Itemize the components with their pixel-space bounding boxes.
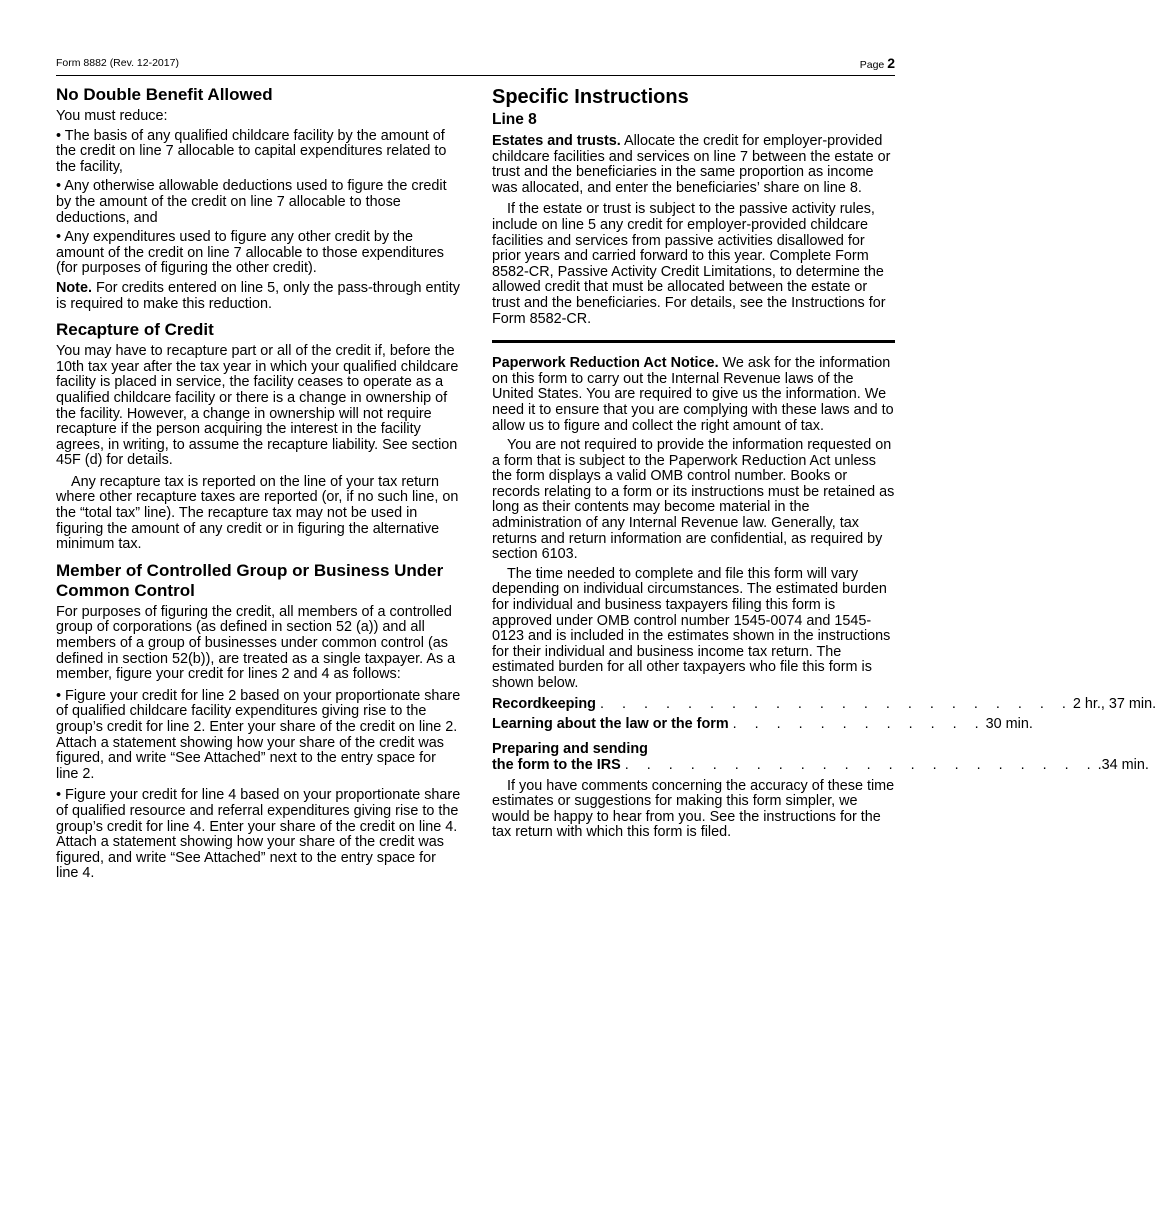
paragraph: If you have comments concerning the accuracy of these time estimates or suggestions for making this form simpler, we would be happy to hear from you. See the instructions for the tax return with which this form is filed. (492, 777, 895, 841)
bullet-item: • The basis of any qualified childcare facility by the amount of the credit on line 7 allocable to capital expenditures related to the facility, (56, 127, 447, 175)
page-header (56, 55, 895, 76)
leader-dots: . . . . . . . . . . . . . . . . . . . . . . (624, 756, 1098, 773)
bullet-item: • Figure your credit for line 2 based on your proportionate share of qualified childcare facility expenditures giving rise to the group’s credit for line 2. Enter your share of the credit on line 2. Attach a statement showing how your share of the credit was figured, and write “See Attached” next to the entry space for line 2. (56, 687, 461, 782)
right-column (492, 84, 1156, 841)
paperwork-label: Paperwork Reduction Act Notice. (492, 355, 719, 372)
bullet-item: • Any expenditures used to figure any other credit by the amount of the credit on line 7 allocable to those expenditures (for purposes of figuring the other credit). (56, 229, 444, 277)
note-label: Note. (56, 279, 92, 296)
bullet-item: • Any otherwise allowable deductions used to figure the credit by the amount of the credit on line 7 allocable to those deductions, and (56, 178, 447, 226)
note-paragraph (56, 281, 461, 312)
section-heading-recapture: Recapture of Credit (56, 320, 214, 340)
paragraph: You must reduce: (56, 108, 168, 124)
specific-instructions-heading: Specific Instructions (492, 86, 689, 108)
section-heading-no-double-benefit: No Double Benefit Allowed (56, 85, 273, 104)
burden-row-recordkeeping (492, 695, 1156, 713)
paperwork-text: We ask for the information on this form to carry out the Internal Revenue laws of the United States. You are required to give us the information. We need it to ensure that you are complying with these laws and to allow us to figure and collect the right amount of tax. (492, 355, 894, 434)
burden-value: 30 min. (985, 715, 1033, 732)
burden-value: .34 min. (1097, 756, 1149, 773)
burden-label: Learning about the law or the form (492, 715, 729, 732)
line-8-heading: Line 8 (492, 111, 537, 128)
burden-label-line-1: Preparing and sending (492, 740, 648, 757)
paragraph: If the estate or trust is subject to the passive activity rules, include on line 5 any credit for employer-provided childcare facilities and services from passive activities disallowed for prior years and carried forward to this year. Complete Form 8582-CR, Passive Activity Credit Limitations, to determine the allowed credit that must be allocated between the estate or trust and the beneficiaries. For details, see the Instructions for Form 8582-CR. (492, 201, 886, 327)
leader-dots: . . . . . . . . . . . . (732, 715, 986, 732)
burden-label-line-2: the form to the IRS (492, 756, 621, 773)
burden-value: 2 hr., 37 min. (1072, 695, 1156, 712)
leader-dots: . . . . . . . . . . . . . . . . . . . . . . (599, 695, 1073, 712)
paragraph: The time needed to complete and file this form will vary depending on individual circumstances. The estimated burden for individual and business taxpayers filing this form is approved under OMB control number 1545-0074 and 1545-0123 and is included in the estimates shown in the instructions for their individual and business income tax return. The estimated burden for all other taxpayers who file this form is shown below. (492, 565, 891, 691)
bullet-item: • Figure your credit for line 4 based on your proportionate share of qualified resource and referral expenditures giving rise to the group’s credit for line 4. Enter your share of the credit on line 4. Attach a statement showing how your share of the credit was figured, and write “See Attached” next to the entry space for line 4. (56, 787, 461, 882)
note-text: For credits entered on line 5, only the pass-through entity is required to make this reduction. (56, 279, 460, 312)
burden-row-learning (492, 715, 1033, 733)
burden-row-preparing (492, 740, 1149, 773)
page-label: Page (859, 59, 885, 71)
form-identifier: Form 8882 (Rev. 12-2017) (56, 57, 179, 69)
paragraph: For purposes of figuring the credit, all members of a controlled group of corporations (as defined in section 52 (a)) and all members of a group of businesses under common control (as defined in section 52(b)), are treated as a single taxpayer. As a member, figure your credit for lines 2 and 4 as follows: (56, 603, 456, 683)
paragraph: You may have to recapture part or all of the credit if, before the 10th tax year after the tax year in which your qualified childcare facility is placed in service, the facility ceases to operate as a qualified childcare facility or there is a change in ownership of the facility. However, a change in ownership will not require recapture if the person acquiring the interest in the facility agrees, in writing, to assume the recapture liability. See section 45F (d) for details. (56, 343, 459, 469)
paragraph: Any recapture tax is reported on the line of your tax return where other recapture taxes are reported (or, if no such line, on the “total tax” line). The recapture tax may not be used in figuring the amount of any credit or in figuring the alternative minimum tax. (56, 473, 459, 553)
paragraph: You are not required to provide the information requested on a form that is subject to the Paperwork Reduction Act unless the form displays a valid OMB control number. Books or records relating to a form or its instructions must be retained as long as their contents may become material in the administration of any Internal Revenue law. Generally, tax returns and return information are confidential, as required by section 6103. (492, 437, 895, 563)
page-number (860, 55, 895, 71)
estates-text: Allocate the credit for employer-provided childcare facilities and services on line 7 between the estate or trust and the beneficiaries in the same proportion as income was allocated, and enter the beneficiaries’ share on line 8. (492, 133, 891, 196)
left-column (56, 85, 461, 882)
page-number-value: 2 (887, 55, 895, 71)
section-heading-controlled-group: Member of Controlled Group or Business Under Common Control (56, 560, 444, 600)
paperwork-notice-paragraph (492, 356, 895, 434)
section-divider (492, 340, 895, 343)
estates-label: Estates and trusts. (492, 133, 621, 149)
burden-label: Recordkeeping (492, 695, 596, 712)
estates-trusts-paragraph (492, 134, 895, 196)
